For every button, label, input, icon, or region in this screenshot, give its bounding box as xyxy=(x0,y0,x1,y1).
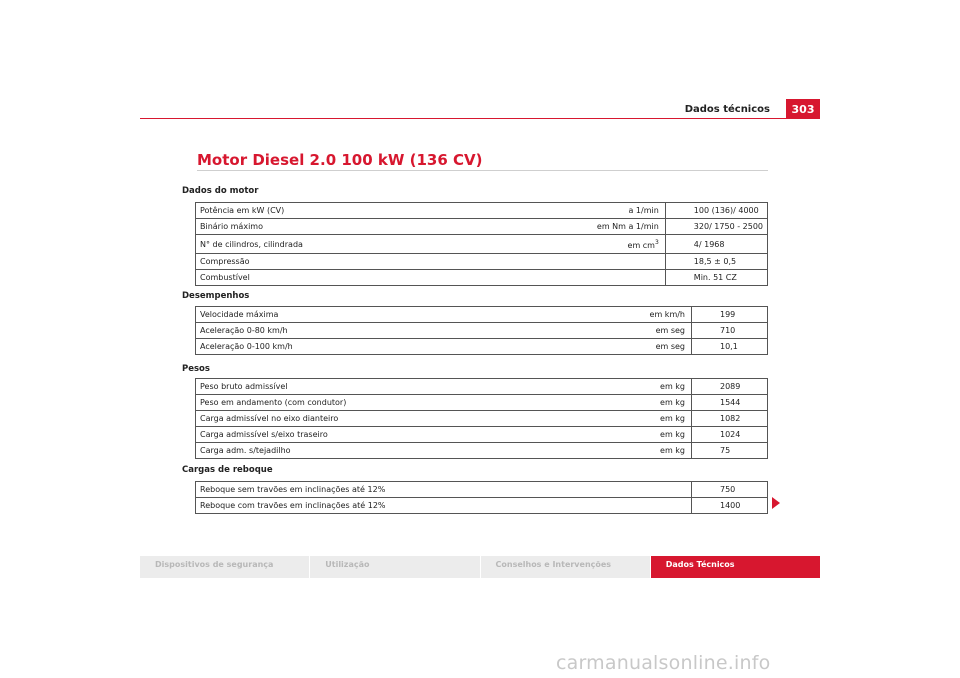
spec-value: 199 xyxy=(692,307,768,323)
spec-unit: em seg xyxy=(504,323,692,339)
spec-name: Peso bruto admissível xyxy=(196,379,505,395)
spec-name: Aceleração 0-80 km/h xyxy=(196,323,505,339)
section-label-engine-data: Dados do motor xyxy=(182,186,259,196)
tab-tips-and-maintenance[interactable]: Conselhos e Intervenções xyxy=(481,556,650,578)
spec-name: Aceleração 0-100 km/h xyxy=(196,339,505,355)
chapter-nav-bar xyxy=(140,556,820,578)
spec-name: Compressão xyxy=(196,254,488,270)
table-row xyxy=(196,498,768,514)
table-row xyxy=(196,270,768,286)
spec-value: 100 (136)/ 4000 xyxy=(665,203,767,219)
spec-value: Min. 51 CZ xyxy=(665,270,767,286)
spec-unit: em km/h xyxy=(504,307,692,323)
spec-value: 320/ 1750 - 2500 xyxy=(665,219,767,235)
table-row xyxy=(196,323,768,339)
table-row xyxy=(196,339,768,355)
spec-name: Binário máximo xyxy=(196,219,488,235)
spec-unit: em Nm a 1/min xyxy=(487,219,665,235)
spec-unit xyxy=(504,498,692,514)
spec-unit: em kg xyxy=(504,443,692,459)
spec-value: 4/ 1968 xyxy=(665,235,767,254)
performance-table xyxy=(195,306,768,355)
spec-name: Velocidade máxima xyxy=(196,307,505,323)
spec-value: 710 xyxy=(692,323,768,339)
running-header-title: Dados técnicos xyxy=(684,104,770,115)
spec-value: 1400 xyxy=(692,498,768,514)
table-row xyxy=(196,482,768,498)
spec-unit: em cm xyxy=(627,240,655,250)
section-label-weights: Pesos xyxy=(182,364,210,374)
weights-table xyxy=(195,378,768,459)
section-label-towing-loads: Cargas de reboque xyxy=(182,465,273,475)
spec-name: N° de cilindros, cilindrada xyxy=(196,235,488,254)
page-number-badge: 303 xyxy=(786,99,820,119)
table-row xyxy=(196,254,768,270)
spec-name: Combustível xyxy=(196,270,488,286)
section-label-performance: Desempenhos xyxy=(182,291,250,301)
table-row xyxy=(196,379,768,395)
spec-unit xyxy=(487,270,665,286)
table-row xyxy=(196,411,768,427)
spec-unit: em kg xyxy=(504,379,692,395)
spec-value: 10,1 xyxy=(692,339,768,355)
spec-name: Reboque sem travões em inclinações até 12% xyxy=(196,482,505,498)
table-row xyxy=(196,219,768,235)
spec-value: 18,5 ± 0,5 xyxy=(665,254,767,270)
triangle-right-icon[interactable] xyxy=(772,497,780,509)
spec-name: Carga admissível no eixo dianteiro xyxy=(196,411,505,427)
tab-usage[interactable]: Utilização xyxy=(310,556,479,578)
spec-unit: em kg xyxy=(504,395,692,411)
spec-name: Potência em kW (CV) xyxy=(196,203,488,219)
spec-unit xyxy=(487,254,665,270)
tab-technical-data[interactable]: Dados Técnicos xyxy=(651,556,820,578)
spec-unit-superscript: 3 xyxy=(654,238,659,246)
header-divider xyxy=(140,118,820,119)
table-row xyxy=(196,307,768,323)
spec-value: 2089 xyxy=(692,379,768,395)
engine-data-table xyxy=(195,202,768,286)
table-row xyxy=(196,443,768,459)
spec-name: Carga adm. s/tejadilho xyxy=(196,443,505,459)
title-divider xyxy=(197,170,768,171)
spec-value: 1024 xyxy=(692,427,768,443)
table-row xyxy=(196,203,768,219)
table-row xyxy=(196,427,768,443)
tab-safety-devices[interactable]: Dispositivos de segurança xyxy=(140,556,309,578)
spec-value: 750 xyxy=(692,482,768,498)
spec-unit xyxy=(504,482,692,498)
spec-name: Peso em andamento (com condutor) xyxy=(196,395,505,411)
spec-unit: a 1/min xyxy=(487,203,665,219)
spec-value: 1082 xyxy=(692,411,768,427)
spec-value: 75 xyxy=(692,443,768,459)
watermark-text: carmanualsonline.info xyxy=(556,652,771,674)
towing-loads-table xyxy=(195,481,768,514)
spec-value: 1544 xyxy=(692,395,768,411)
spec-unit: em kg xyxy=(504,411,692,427)
spec-unit: em seg xyxy=(504,339,692,355)
table-row xyxy=(196,395,768,411)
spec-unit: em kg xyxy=(504,427,692,443)
spec-name: Reboque com travões em inclinações até 12% xyxy=(196,498,505,514)
spec-unit-cell xyxy=(487,235,665,254)
page-title: Motor Diesel 2.0 100 kW (136 CV) xyxy=(197,151,483,169)
table-row xyxy=(196,235,768,254)
spec-name: Carga admissível s/eixo traseiro xyxy=(196,427,505,443)
